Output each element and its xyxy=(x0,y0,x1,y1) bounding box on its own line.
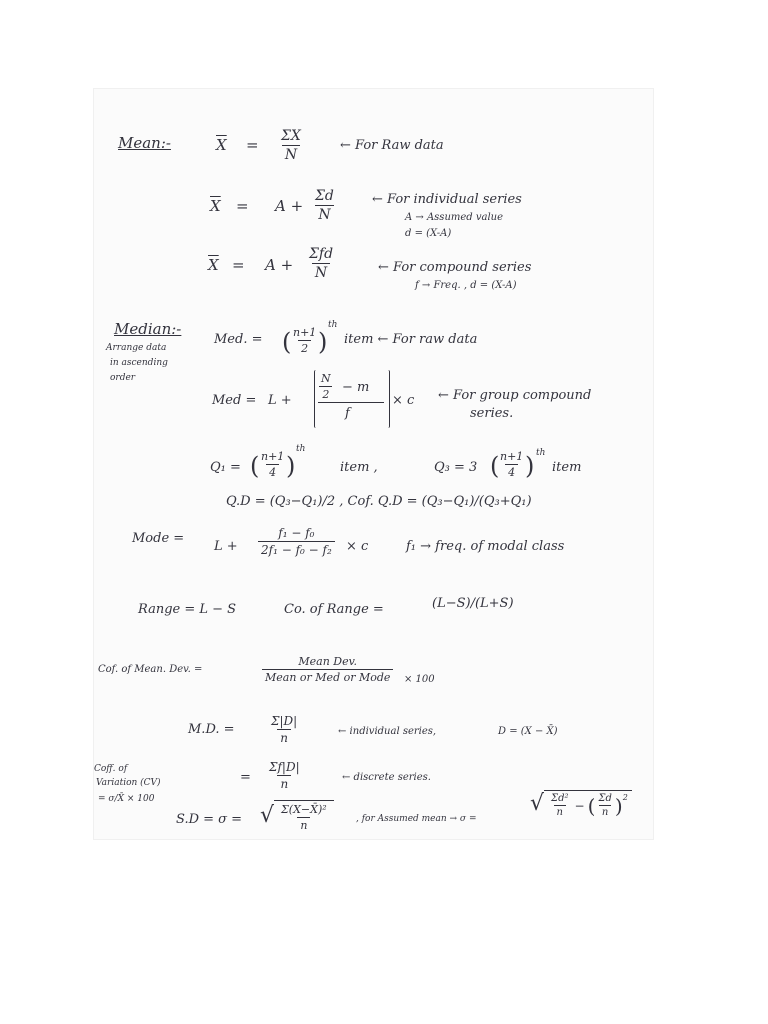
mean-f1-eq: = xyxy=(246,136,259,154)
range-line: Range = L − S xyxy=(138,602,237,617)
q1-sup: th xyxy=(296,444,306,454)
mean-f3-pre: A + xyxy=(265,256,294,274)
sd-sqrt xyxy=(260,800,334,832)
median-f1-den: 2 xyxy=(298,340,311,355)
mean-f3-eq: = xyxy=(232,256,245,274)
sd-den: n xyxy=(297,817,310,832)
median-f1-fraction xyxy=(290,326,319,355)
q3-den: 4 xyxy=(505,464,518,479)
mean-heading: Mean:- xyxy=(118,134,171,152)
mean-f2-lhs: $\overline{X}$ xyxy=(210,197,221,215)
sd-assumed-d2: n xyxy=(599,805,611,818)
md-num: Σ|D| xyxy=(271,714,298,728)
median-f1-lparen: ( xyxy=(282,328,292,356)
meandev-lhs: Cof. of Mean. Dev. = xyxy=(98,664,203,675)
qd-line: Q.D = (Q₃−Q₁)/2 , Cof. Q.D = (Q₃−Q₁)/(Q₃+Q₁) xyxy=(226,494,532,509)
sd-assumed-radicand xyxy=(544,790,632,818)
median-f2-den: f xyxy=(345,406,350,421)
mean-f3-den: N xyxy=(312,263,330,281)
md-d: D = (X − X̄) xyxy=(498,726,558,737)
mean-f2-note2: A → Assumed value xyxy=(405,212,504,223)
md2-lhs: = xyxy=(240,770,251,785)
median-f1-lhs: Med. = xyxy=(214,332,263,347)
mean-f3-note2: f → Freq. , d = (X-A) xyxy=(415,280,517,291)
sd-assumed-radical: √ xyxy=(530,791,545,816)
range-cof-value: (L−S)/(L+S) xyxy=(432,596,514,611)
mean-f2-note1: ← For individual series xyxy=(372,192,522,207)
sd-assumed-minus: − xyxy=(574,798,585,813)
q3-lparen: ( xyxy=(490,452,500,480)
sd-assumed-d1: n xyxy=(554,805,566,818)
q1-den: 4 xyxy=(266,464,279,479)
q3-sup: th xyxy=(536,448,546,458)
mode-post: × c xyxy=(346,539,369,554)
sd-assumed-lparen: ( xyxy=(587,793,596,818)
mode-lhs: Mode = xyxy=(132,531,185,546)
md2-den: n xyxy=(277,775,291,791)
md2-note: ← discrete series. xyxy=(342,772,431,783)
median-side3: order xyxy=(110,373,136,383)
mean-f3-lhs: $\overline{X}$ xyxy=(208,256,219,274)
md-note: ← individual series, xyxy=(338,726,437,737)
median-f2-inner-den: 2 xyxy=(319,386,332,401)
median-side1: Arrange data xyxy=(106,343,167,353)
mean-f2-pre: A + xyxy=(275,197,304,215)
q3-fraction xyxy=(497,450,526,479)
median-heading: Median:- xyxy=(114,320,182,338)
sd-radicand xyxy=(274,800,334,832)
median-f1-num: n+1 xyxy=(293,326,317,339)
q3-rparen: ) xyxy=(525,452,535,480)
sd-assumed-square: 2 xyxy=(622,793,628,802)
md2-fraction xyxy=(266,760,303,791)
md-den: n xyxy=(277,729,291,745)
mean-f3-num: Σfd xyxy=(309,246,334,262)
sd-assumed-frac1 xyxy=(548,793,571,818)
md-fraction xyxy=(268,714,300,745)
median-f2-inner-num: N xyxy=(321,372,331,385)
sd-assumed-frac2 xyxy=(595,793,614,818)
q3-lhs: Q₃ = 3 xyxy=(434,460,478,475)
median-f2-lhs: Med = xyxy=(212,393,257,408)
median-f2-note1: ← For group compound xyxy=(438,388,592,403)
mean-f3-note1: ← For compound series xyxy=(378,260,532,275)
mean-f2-eq: = xyxy=(236,197,249,215)
mean-f2-note3: d = (X-A) xyxy=(405,228,452,239)
sd-assumed-rparen: ) xyxy=(614,793,623,818)
median-f2-pre: L + xyxy=(268,393,292,408)
sd-radical: √ xyxy=(260,803,275,828)
mode-fraction xyxy=(258,526,335,557)
meandev-fraction xyxy=(262,655,393,684)
median-f2-inner xyxy=(318,372,334,401)
q1-lhs: Q₁ = xyxy=(210,460,241,475)
q3-num: n+1 xyxy=(500,450,524,463)
sd-assumed-n1: Σd² xyxy=(551,793,569,804)
q3-after: item xyxy=(552,460,582,475)
sd-fraction xyxy=(278,803,330,832)
median-side2: in ascending xyxy=(110,358,168,368)
mean-f1-num: ΣX xyxy=(281,128,301,144)
mode-pre: L + xyxy=(214,539,238,554)
range-cof: Co. of Range = xyxy=(284,602,384,617)
sd-assumed-n2: Σd xyxy=(598,793,612,804)
median-f2-minus: − m xyxy=(342,380,370,395)
q1-lparen: ( xyxy=(250,452,260,480)
q1-rparen: ) xyxy=(286,452,296,480)
mean-f1-den: N xyxy=(282,145,300,163)
mean-f1-lhs: $\overline{X}$ xyxy=(216,136,227,154)
median-f2-post: × c xyxy=(392,393,415,408)
q1-after: item , xyxy=(340,460,378,475)
median-f1-sup: th xyxy=(328,320,338,330)
mean-f2-den: N xyxy=(315,205,333,223)
cv-line3: = σ/X̄ × 100 xyxy=(98,794,155,804)
mean-f1-fraction xyxy=(278,128,304,163)
mode-note: f₁ → freq. of modal class xyxy=(406,539,565,554)
mean-f1-note: ← For Raw data xyxy=(340,138,444,153)
sd-num: Σ(X−X̄)² xyxy=(281,803,327,816)
sd-lhs: S.D = σ = xyxy=(176,812,243,827)
sd-assumed-sqrt xyxy=(530,790,632,818)
meandev-den: Mean or Med or Mode xyxy=(262,669,393,684)
mode-num: f₁ − f₀ xyxy=(278,526,315,540)
sd-mid: , for Assumed mean → σ = xyxy=(356,814,477,824)
mean-f3-fraction xyxy=(306,246,336,281)
median-f2-note2: series. xyxy=(470,406,514,421)
mean-f2-fraction xyxy=(312,188,337,223)
meandev-post: × 100 xyxy=(404,674,435,685)
q1-fraction xyxy=(258,450,287,479)
mean-f2-num: Σd xyxy=(315,188,334,204)
meandev-num: Mean Dev. xyxy=(298,655,358,668)
median-f1-after: item ← For raw data xyxy=(344,332,478,347)
q1-num: n+1 xyxy=(261,450,285,463)
cv-line2: Variation (CV) xyxy=(96,778,161,788)
median-f2-line xyxy=(318,402,384,403)
cv-line1: Coff. of xyxy=(94,764,128,774)
median-f1-rparen: ) xyxy=(318,328,328,356)
md2-num: Σf|D| xyxy=(269,760,300,774)
md-lhs: M.D. = xyxy=(188,722,235,737)
mode-den: 2f₁ − f₀ − f₂ xyxy=(258,541,335,557)
